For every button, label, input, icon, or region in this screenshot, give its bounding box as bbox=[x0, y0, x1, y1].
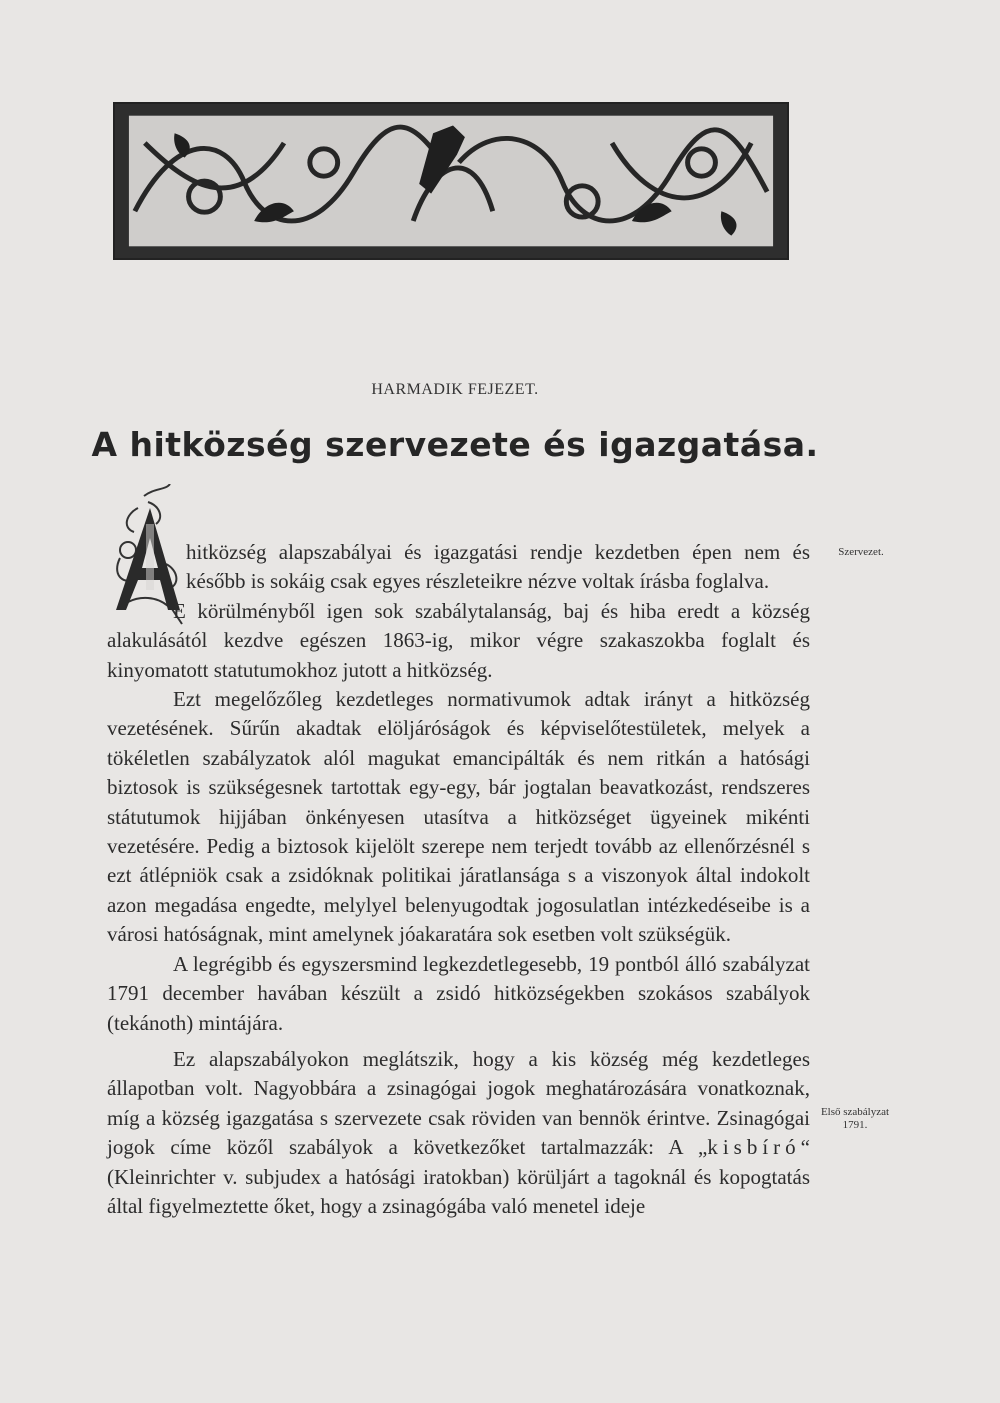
paragraph-2: E körülményből igen sok szabálytalanság, baj és hiba eredt a község alakulásától kezdve egészen 1863-ig, mikor végre szakaszokba foglalt és kinyomatott statutumokhoz jutott a hitközség. bbox=[107, 598, 810, 682]
headpiece-ornament bbox=[113, 102, 789, 260]
paragraph-5 bbox=[107, 1045, 810, 1221]
ornament-scrollwork-icon bbox=[115, 104, 787, 258]
paragraph-5-spaced-term: kisbíró bbox=[707, 1135, 801, 1160]
chapter-label: HARMADIK FEJEZET. bbox=[371, 381, 539, 398]
paragraph-4: A legrégibb és egyszersmind legkezdetlegesebb, 19 pontból álló szabályzat 1791 december havában készült a zsidó hitközségekben szokásos szabályok (tekánoth) mintájára. bbox=[107, 951, 810, 1035]
paragraph-5-end: “ (Kleinrichter v. subjudex a hatósági iratokban) körüljárt a tagoknál és kopogtatás által figyelmeztette őket, hogy a zsinagógába való menetel ideje bbox=[107, 1135, 810, 1218]
margin-note-first-statute: Első szabályzat 1791. bbox=[820, 1106, 890, 1131]
paragraph-3: Ezt megelőzőleg kezdetleges normativumok adtak irányt a hitközség vezetésének. Sűrűn akadtak elöljáróságok és képviselőtestületek, melyek a tökéletlen szabályzatok alól magukat emancipálták és nem ritkán a hatósági biztosok is szükségesnek tartottak egy-egy, bár jogtalan beavatkozást, rendszeres státutumok hijjában önkényesen utasítva a hitközséget ügyeinek mikénti vezetésére. Pedig a biztosok kijelölt szerepe nem terjedt tovább az ellenőrzésnél s ezt átlépniök csak a zsidóknak politikai járatlansága s a viszonyok által indokolt azon megadása engedte, melylyel belenyugodtak jogosulatlan intézkedéseibe is a városi hatóságnak, mint amelynek jóakaratára sok esetben volt szükségük. bbox=[107, 687, 810, 947]
paragraph-5-start: Ez alapszabályokon meglátszik, hogy a kis község még kezdetleges állapotban volt. Nagyobbára a zsinagógai jogok meghatározására vonatkoznak, míg a község igazgatása s szervezete csak röviden van bennök érintve. Zsinagógai jogok címe közől szabályok a következőket tartalmazzák: A „ bbox=[107, 1046, 810, 1160]
margin-note-organization: Szervezet. bbox=[838, 546, 884, 558]
chapter-title: A hitközség szervezete és igazgatása. bbox=[91, 425, 819, 464]
paragraph-1: hitközség alapszabályai és igazgatási rendje kezdetben épen nem és később is sokáig csak egyes részleteikre nézve voltak írásba foglalva. bbox=[186, 540, 810, 594]
main-text bbox=[107, 538, 810, 1221]
